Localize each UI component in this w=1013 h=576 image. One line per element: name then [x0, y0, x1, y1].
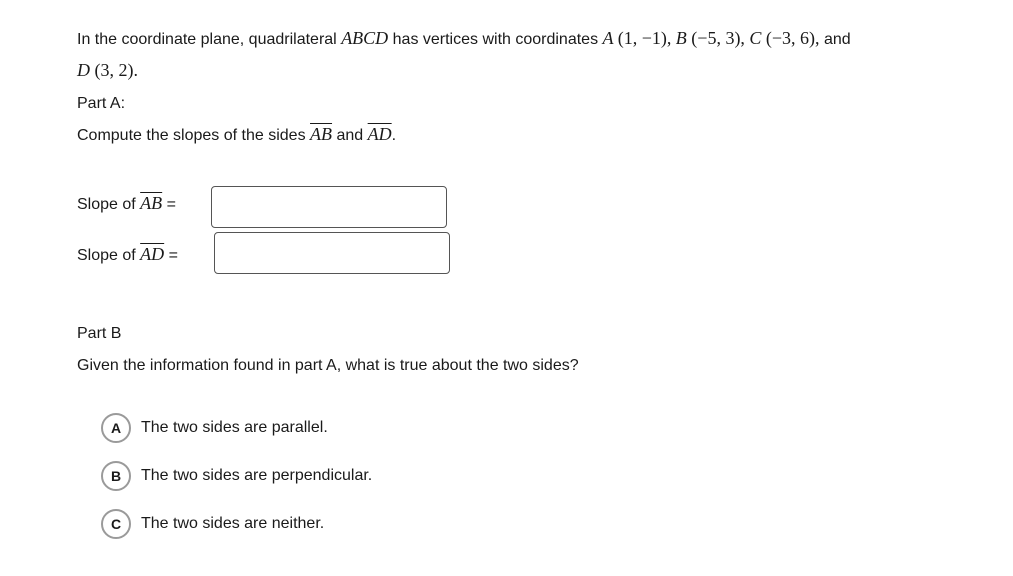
question-and-text: and — [824, 31, 851, 48]
question-vertices-text: has vertices with coordinates — [392, 31, 599, 48]
choice-a-letter: A — [101, 413, 131, 443]
choice-c[interactable] — [101, 507, 324, 541]
slope-ab-label: Slope of $\overline{AB}$ = — [77, 193, 176, 213]
shape-name: ABCD — [341, 28, 389, 48]
choice-a-text: The two sides are parallel. — [141, 419, 328, 436]
part-a-and-text: and — [336, 127, 364, 144]
part-b-question: Given the information found in part A, what is true about the two sides? — [77, 357, 579, 374]
vertex-a: A (1, −1), — [602, 28, 672, 48]
choice-b[interactable] — [101, 459, 372, 493]
question-stem-line-2 — [77, 60, 138, 81]
vertex-b: B (−5, 3), — [675, 28, 745, 48]
question-intro-text: In the coordinate plane, quadrilateral — [77, 31, 337, 48]
vertex-c: C (−3, 6), — [749, 28, 820, 48]
choice-c-text: The two sides are neither. — [141, 515, 325, 532]
slope-ad-label: Slope of $\overline{AD}$ = — [77, 244, 178, 264]
side-ad: $\overline{AD}$ — [367, 124, 392, 144]
choice-c-letter: C — [101, 509, 131, 539]
question-stem — [77, 28, 851, 49]
part-a-instruction-text: Compute the slopes of the sides — [77, 127, 306, 144]
side-ab: $\overline{AB}$ — [310, 124, 333, 144]
part-a-heading: Part A: — [77, 95, 126, 112]
choice-b-text: The two sides are perpendicular. — [141, 467, 373, 484]
vertex-d: D (3, 2). — [77, 60, 138, 80]
part-a-instruction: Compute the slopes of the sides $\overline{AB}$ and $\overline{AD}$. — [77, 124, 397, 144]
choice-b-letter: B — [101, 461, 131, 491]
part-b-heading: Part B — [77, 325, 122, 342]
slope-ad-input[interactable] — [214, 232, 450, 274]
choice-a[interactable] — [101, 411, 328, 445]
slope-ab-input[interactable] — [211, 186, 447, 228]
